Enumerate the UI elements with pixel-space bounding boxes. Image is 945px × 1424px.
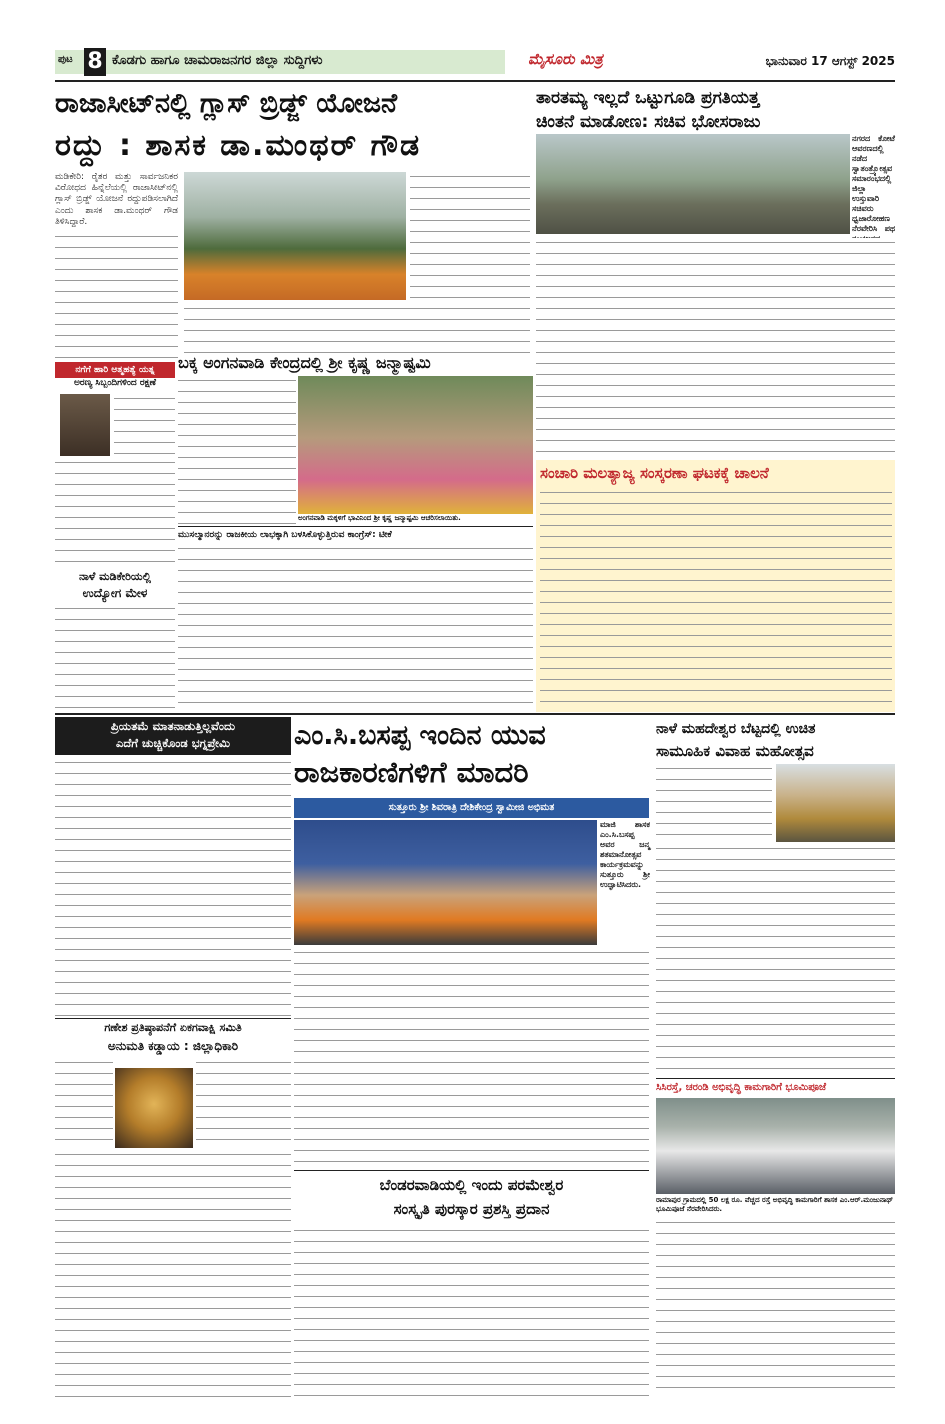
divider [294,1170,649,1171]
article-body-text [536,238,895,456]
basappa-subhead: ಸುತ್ತೂರು ಶ್ರೀ ಶಿವರಾತ್ರಿ ದೇಶಿಕೇಂದ್ರ ಸ್ವಾಮೀಜಿ ಅಭಿಮತ [294,798,649,818]
page-number: 8 [84,48,106,76]
divider [178,526,533,527]
janmashtami-group-photo [298,376,533,514]
glass-bridge-headline-1: ರಾಜಾಸೀಟ್‌ನಲ್ಲಿ ಗ್ಲಾಸ್ ಬ್ರಿಡ್ಜ್ ಯೋಜನೆ [55,88,398,119]
udyoga-mela-title: ನಾಳೆ ಮಡಿಕೇರಿಯಲ್ಲಿ [78,570,152,583]
masthead: ಮೈಸೂರು ಮಿತ್ರ [528,50,603,68]
tharathamya-headline-1: ತಾರತಮ್ಯ ಇಲ್ಲದೆ ಒಟ್ಟುಗೂಡಿ ಪ್ರಗತಿಯತ್ತ [536,88,760,108]
nagu-hari-title: ನಗೆಗೆ ಹಾರಿ ಆತ್ಮಹತ್ಯೆ ಯತ್ನ [55,362,175,378]
udyoga-mela-subtitle: ಉದ್ಯೋಗ ಮೇಳ [82,586,148,600]
article-body-text [656,764,772,842]
priyatame-headline-1: ಪ್ರಿಯತಮೆ ಮಾತನಾಡುತ್ತಿಲ್ಲವೆಂದು [110,719,236,733]
basappa-event-photo [294,820,597,945]
ganesha-headline-1: ಗಣೇಶ ಪ್ರತಿಷ್ಠಾಪನೆಗೆ ಏಕಗವಾಕ್ಷಿ ಸಮಿತಿ [104,1021,242,1034]
bhoomi-pooja-photo [656,1098,895,1194]
bendaravadi-headline-2: ಸಂಸ್ಕೃತಿ ಪುರಸ್ಕಾರ ಪ್ರಶಸ್ತಿ ಪ್ರದಾನ [393,1200,550,1218]
basappa-headline-2: ರಾಜಕಾರಣಿಗಳಿಗೆ ಮಾದರಿ [294,755,529,789]
glass-bridge-lead: ಮಡಿಕೇರಿ: ರೈತರ ಮತ್ತು ಸಾರ್ವಜನಿಕರ ವಿರೋಧದ ಹಿನ್ನೆಲೆಯಲ್ಲಿ ರಾಜಾಸೀಟ್‌ನಲ್ಲಿ ಗ್ಲಾಸ್ ಬ್ರಿಡ್ಜ್ ಯೋಜನೆ ರದ್ದುಪಡಿಸಲಾಗಿದೆ ಎಂದು ಶಾಸಕ ಡಾ.ಮಂಥರ್ ಗೌಡ ತಿಳಿಸಿದ್ದಾರೆ. [55,172,178,227]
priyatame-headline-2: ಎದೆಗೆ ಚುಚ್ಚಿಕೊಂಡ ಭಗ್ನಪ್ರೇಮಿ [115,736,230,750]
article-body-text [410,172,530,300]
glass-bridge-headline-2: ರದ್ದು : ಶಾಸಕ ಡಾ.ಮಂಥರ್ ಗೌಡ [55,128,422,163]
article-body-text [656,1218,895,1398]
janmashtami-caption: ಅಂಗನವಾಡಿ ಮಕ್ಕಳಿಗೆ ಭಾವಿನಿಂದ ಶ್ರೀ ಕೃಷ್ಣ ಜನ್ಮಾಷ್ಟಮಿ ಆಚರಿಸಲಾಯಿತು. [298,514,461,522]
tharathamya-headline-2: ಚಿಂತನೆ ಮಾಡೋಣ: ಸಚಿವ ಭೋಸರಾಜು [536,112,761,132]
basappa-caption: ಮಾಜಿ ಶಾಸಕ ಎಂ.ಸಿ.ಬಸಪ್ಪ ಅವರ ಜನ್ಮ ಶತಮಾನೋತ್ಸವ ಕಾರ್ಯಕ್ರಮವನ್ನು ಸುತ್ತೂರು ಶ್ರೀ ಉದ್ಘಾಟಿಸಿದರು. [600,820,650,889]
article-body-text [178,544,533,710]
cc-road-caption: ರಾಮಾಪುರ ಗ್ರಾಮದಲ್ಲಿ 50 ಲಕ್ಷ ರೂ. ವೆಚ್ಚದ ರಸ್ತೆ ಅಭಿವೃದ್ಧಿ ಕಾಮಗಾರಿಗೆ ಶಾಸಕ ಎಂ.ಆರ್.ಮಂಜುನಾಥ್ ಭೂಮಿಪೂಜೆ ನೆರವೇರಿಸಿದರು. [656,1196,894,1213]
ganesha-idol-photo [115,1068,193,1148]
independence-day-parade-photo [536,134,850,234]
article-body-text [55,1058,113,1148]
issue-date: ಭಾನುವಾರ 17 ಆಗಸ್ಟ್ 2025 [765,54,895,68]
article-body-text [55,758,291,1016]
divider [656,1078,895,1079]
krishna-headline: ಬಕ್ಕ ಅಂಗನವಾಡಿ ಕೇಂದ್ರದಲ್ಲಿ ಶ್ರೀ ಕೃಷ್ಣ ಜನ್ಮಾಷ್ಟಮಿ [178,353,431,372]
header-rule [55,80,895,82]
article-body-text [196,1058,291,1148]
sanchari-headline: ಸಂಚಾರಿ ಮಲತ್ಯಾಜ್ಯ ಸಂಸ್ಕರಣಾ ಘಟಕಕ್ಕೆ ಚಾಲನೆ [540,464,769,482]
article-body-text [55,458,175,566]
section-title: ಕೊಡಗು ಹಾಗೂ ಚಾಮರಾಜನಗರ ಜಿಲ್ಲಾ ಸುದ್ದಿಗಳು [112,53,323,68]
article-body-text [294,948,649,1168]
article-body-text [114,394,175,456]
section-rule [55,713,895,715]
muslim-congress-headline: ಮುಸಲ್ಮಾನರನ್ನು ರಾಜಕೀಯ ಲಾಭಕ್ಕಾಗಿ ಬಳಸಿಕೊಳ್ಳುತ್ತಿರುವ ಕಾಂಗ್ರೆಸ್: ಟೀಕೆ [178,530,392,540]
mahadeshwara-headline-1: ನಾಳೆ ಮಹದೇಶ್ವರ ಬೆಟ್ಟದಲ್ಲಿ ಉಚಿತ [656,721,816,737]
page-label: ಪುಟ [58,54,73,65]
article-body-text [55,232,178,360]
basappa-headline-1: ಎಂ.ಸಿ.ಬಸಪ್ಪ ಇಂದಿನ ಯುವ [294,720,546,751]
divider [55,1018,291,1019]
tharathamya-photo-caption: ನಗರದ ಕೋಟೆ ಆವರಣದಲ್ಲಿ ನಡೆದ ಸ್ವಾತಂತ್ರ್ಯೋತ್ಸವ ಸಮಾರಂಭದಲ್ಲಿ ಜಿಲ್ಲಾ ಉಸ್ತುವಾರಿ ಸಚಿವರು ಧ್ವಜಾರೋಹಣ ನೆರವೇರಿಸಿ ಪಥ [852,134,895,233]
article-body-text [540,488,892,708]
ganesha-headline-2: ಅನುಮತಿ ಕಡ್ಡಾಯ : ಜಿಲ್ಲಾಧಿಕಾರಿ [107,1039,239,1053]
glass-bridge-photo [184,172,406,300]
temple-photo [776,764,895,842]
article-body-text [55,1150,291,1398]
article-body-text [294,1226,649,1398]
article-body-text [656,844,895,1076]
nagu-hari-subtitle: ಅರಣ್ಯ ಸಿಬ್ಬಂದಿಗಳಿಂದ ರಕ್ಷಣೆ [73,378,157,388]
bendaravadi-headline-1: ಬೆಂಡರವಾಡಿಯಲ್ಲಿ ಇಂದು ಪರಮೇಶ್ವರ [379,1176,564,1194]
person-photo [60,394,110,456]
article-body-text [55,604,175,710]
article-body-text [178,376,296,526]
cc-road-headline: ಸಿಸಿರಸ್ತೆ, ಚರಂಡಿ ಅಭಿವೃದ್ಧಿ ಕಾಮಗಾರಿಗೆ ಭೂಮಿಪೂಜೆ [656,1082,827,1093]
mahadeshwara-headline-2: ಸಾಮೂಹಿಕ ವಿವಾಹ ಮಹೋತ್ಸವ [656,742,814,760]
